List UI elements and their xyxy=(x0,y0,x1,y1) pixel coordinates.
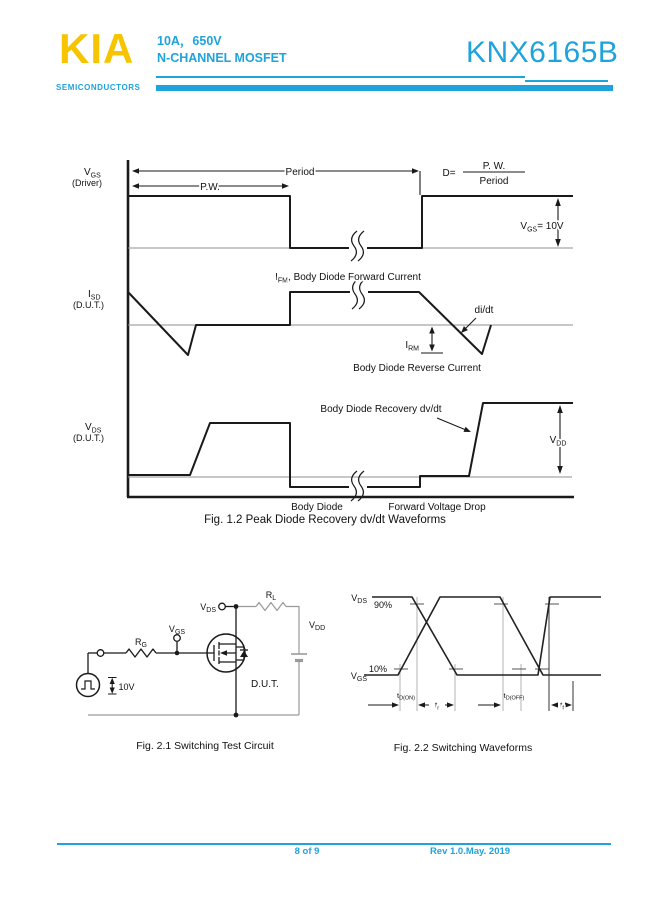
rg-label: $R_G$ xyxy=(135,637,147,650)
duty-cycle-formula xyxy=(442,161,525,187)
td-off-arrow xyxy=(478,702,501,707)
vgs-axis-label: $V_{GS}$ xyxy=(84,167,101,180)
vds-axis-sublabel: (D.U.T.) xyxy=(73,433,104,443)
vds-terminal xyxy=(219,603,226,610)
source-junction-dot xyxy=(234,713,239,718)
body-diode-label: Body Diode xyxy=(291,502,343,513)
fig12-peak-diode-recovery-waveforms xyxy=(60,150,640,535)
vgs-label: $V_{GS}$ xyxy=(168,624,186,637)
kia-logo-subtext: SEMICONDUCTORS xyxy=(56,83,141,92)
page-number: 8 of 9 xyxy=(294,846,320,857)
tf-label: $t_f$ xyxy=(560,701,564,712)
supply-rail-wire xyxy=(286,607,299,655)
mosfet-symbol xyxy=(207,607,248,715)
irm-label: $I_{RM}$ xyxy=(405,340,419,353)
vds-switching-trace xyxy=(372,597,601,675)
isd-axis-sublabel: (D.U.T.) xyxy=(73,300,104,310)
ifm-forward-current-label: $I_{FM}$, Body Diode Forward Current xyxy=(275,272,421,285)
rl-label: $R_L$ xyxy=(265,590,277,603)
dut-label: D.U.T. xyxy=(251,679,279,690)
header-rule-thin-right xyxy=(525,80,608,82)
header-rule-thick xyxy=(156,85,613,91)
vgs-driver-trace xyxy=(128,196,573,248)
vdd-battery xyxy=(291,654,307,661)
reverse-current-label: Body Diode Reverse Current xyxy=(353,363,481,374)
vgs-switching-trace xyxy=(364,597,601,675)
vdd-label: $V_{DD}$ xyxy=(549,435,567,448)
load-resistor xyxy=(256,603,286,611)
vds-label: $V_{DS}$ xyxy=(200,602,216,615)
tr-label: $t_r$ xyxy=(434,701,440,712)
ninety-percent-label: 90% xyxy=(374,600,393,610)
forward-voltage-drop-label: Forward Voltage Drop xyxy=(388,502,486,513)
duty-numerator-label: P. W. xyxy=(482,161,506,172)
pulse-amplitude-arrow xyxy=(108,678,117,695)
vds-axis-label: $V_{DS}$ xyxy=(85,422,102,435)
vds-dut-trace xyxy=(128,403,573,487)
pulse-amplitude-label: 10V xyxy=(118,682,135,692)
ten-percent-label: 10% xyxy=(369,664,388,674)
vdd-label: $V_{DD}$ xyxy=(309,620,326,633)
isd-dut-trace xyxy=(128,292,491,355)
didt-label: di/dt xyxy=(474,305,494,316)
fig21-switching-test-circuit xyxy=(45,575,335,760)
irm-dimension-arrow xyxy=(421,327,443,354)
vgs-axis-sublabel: (Driver) xyxy=(72,178,102,188)
part-number: KNX6165B xyxy=(466,36,619,69)
fig22-caption: Fig. 2.2 Switching Waveforms xyxy=(393,742,533,754)
mosfet-body-arrow xyxy=(220,650,227,656)
rating-line-1: 10A，650V xyxy=(157,34,222,48)
gate-resistor xyxy=(126,649,156,657)
break-symbol-isd xyxy=(350,279,368,309)
fig21-caption: Fig. 2.1 Switching Test Circuit xyxy=(136,740,274,752)
td-on-label: $t_{D(ON)}$ xyxy=(397,691,415,702)
recovery-pointer-arrow xyxy=(437,418,471,432)
duty-denominator-label: Period xyxy=(479,176,509,187)
pulse-width-label: P.W. xyxy=(200,182,220,193)
vgs-10v-label: $V_{GS}= 10V$ xyxy=(520,221,564,234)
isd-axis-label: $I_{SD}$ xyxy=(88,289,101,302)
vds-trace-label: $V_{DS}$ xyxy=(351,593,367,606)
input-terminal xyxy=(97,650,104,657)
device-rating xyxy=(157,33,287,67)
vdd-amplitude-arrow xyxy=(557,405,563,474)
fig12-caption: Fig. 1.2 Peak Diode Recovery dv/dt Waveforms xyxy=(204,514,446,526)
pulse-generator xyxy=(77,674,100,697)
td-off-label: $t_{D(OFF)}$ xyxy=(503,691,525,702)
drain-junction-dot xyxy=(234,604,239,609)
pulse-symbol-icon xyxy=(81,681,95,689)
period-label: Period xyxy=(285,167,315,178)
body-diode-triangle xyxy=(240,651,248,658)
fig22-switching-waveforms xyxy=(340,585,612,720)
footer-rule xyxy=(57,843,611,845)
recovery-dvdt-label: Body Diode Recovery dv/dt xyxy=(320,404,442,415)
kia-logo: KIA xyxy=(59,25,135,72)
period-dimension-arrow xyxy=(132,168,420,195)
rating-line-2: N-CHANNEL MOSFET xyxy=(157,51,287,65)
duty-equals-label: D= xyxy=(442,168,456,179)
revision-label: Rev 1.0.May. 2019 xyxy=(429,846,511,857)
header-rule-thin xyxy=(156,76,525,78)
vgs-trace-label: $V_{GS}$ xyxy=(350,671,367,684)
break-symbol-vgs xyxy=(349,231,367,261)
td-on-arrow xyxy=(368,702,399,707)
